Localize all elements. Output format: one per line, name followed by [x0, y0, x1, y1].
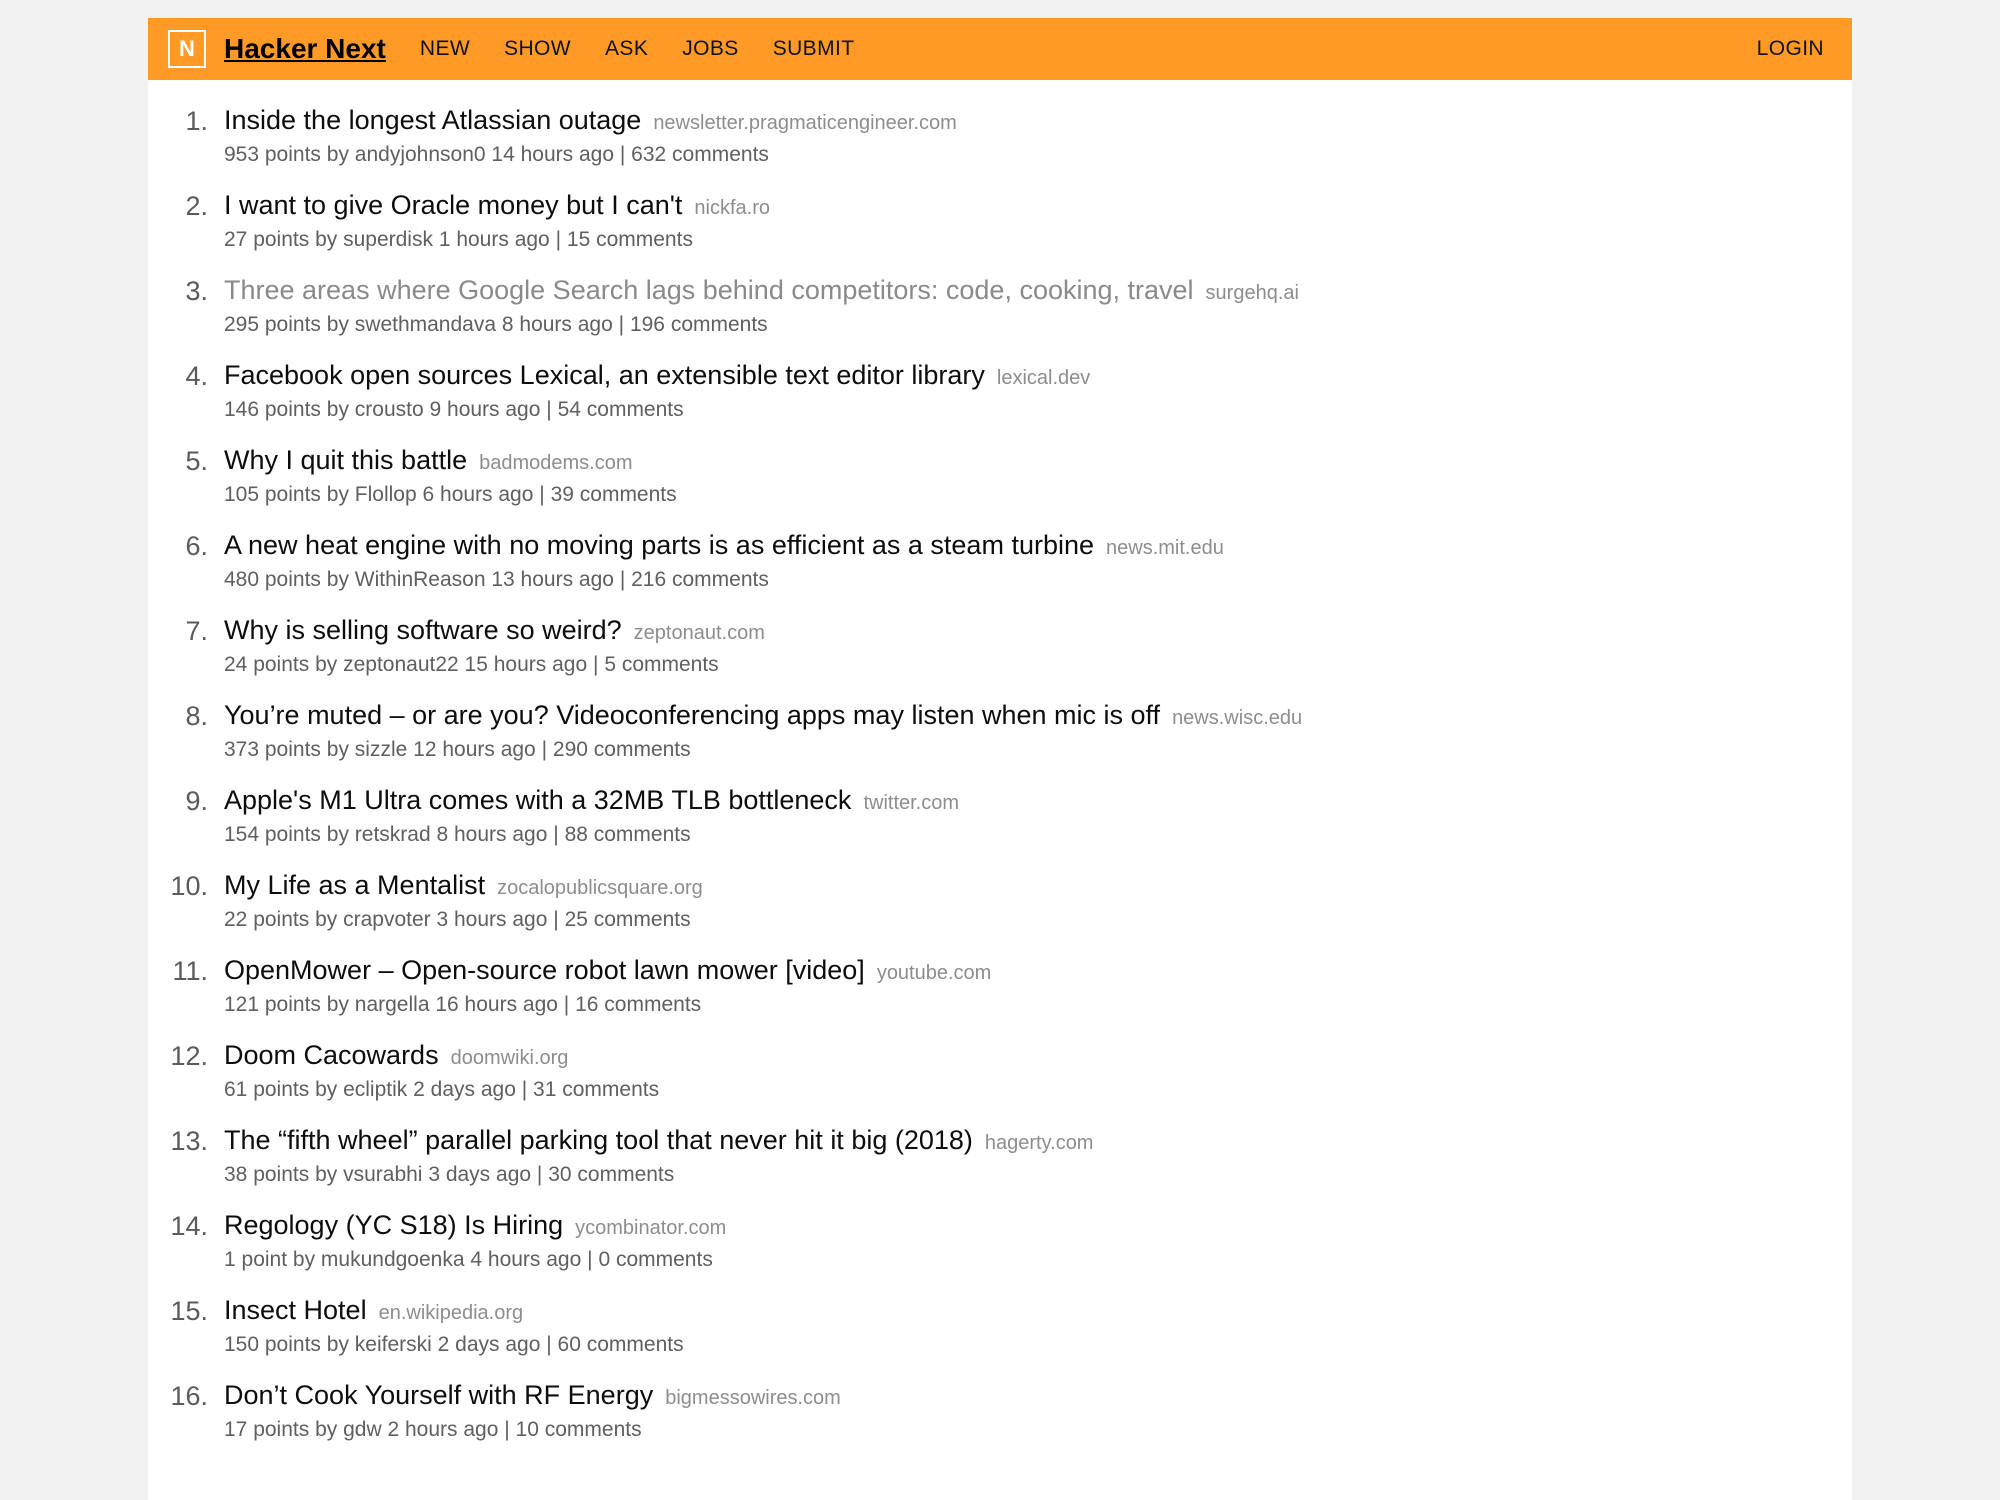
story-domain-link[interactable]: doomwiki.org [450, 1047, 569, 1069]
story-title-link[interactable]: Facebook open sources Lexical, an extensible text editor library [224, 360, 985, 390]
story-points: 105 points [224, 483, 321, 506]
story-title-link[interactable]: Inside the longest Atlassian outage [224, 105, 642, 135]
story-rank: 7. [185, 616, 208, 646]
story-author-link[interactable]: by vsurabhi [315, 1163, 423, 1186]
story-body [208, 952, 991, 1020]
story-points: 373 points [224, 738, 321, 761]
story-rank: 3. [185, 276, 208, 306]
story-age-link[interactable]: 9 hours ago [429, 398, 541, 421]
story-item [148, 187, 1852, 272]
story-domain-link[interactable]: twitter.com [863, 792, 960, 814]
story-author-link[interactable]: by keiferski [326, 1333, 432, 1356]
story-body [208, 272, 1299, 340]
story-item [148, 442, 1852, 527]
story-separator: | [587, 1248, 593, 1271]
story-rank: 4. [185, 361, 208, 391]
story-title-link[interactable]: I want to give Oracle money but I can't [224, 190, 683, 220]
story-points: 24 points [224, 653, 310, 676]
story-title-link[interactable]: OpenMower – Open-source robot lawn mower [video] [224, 955, 865, 985]
story-title-line [224, 697, 1302, 733]
story-domain-link[interactable]: hagerty.com [984, 1132, 1094, 1154]
story-subtext [224, 735, 1302, 765]
story-rank: 2. [185, 191, 208, 221]
story-item [148, 102, 1852, 187]
story-title-line [224, 612, 765, 648]
story-domain-link[interactable]: lexical.dev [996, 367, 1091, 389]
story-body [208, 357, 1090, 425]
story-rank: 10. [170, 871, 208, 901]
login-link[interactable]: LOGIN [1756, 37, 1824, 60]
story-subtext [224, 225, 770, 255]
story-author-link[interactable]: by superdisk [315, 228, 433, 251]
story-author-link[interactable]: by andyjohnson0 [326, 143, 486, 166]
story-points: 38 points [224, 1163, 310, 1186]
story-title-line [224, 1377, 841, 1413]
story-age-link[interactable]: 12 hours ago [413, 738, 536, 761]
story-separator: | [546, 398, 552, 421]
story-points: 1 point [224, 1248, 288, 1271]
story-title-line [224, 1207, 726, 1243]
story-domain-link[interactable]: ycombinator.com [575, 1217, 727, 1239]
story-age-link[interactable]: 13 hours ago [491, 568, 614, 591]
story-title-link[interactable]: Why I quit this battle [224, 445, 468, 475]
story-subtext [224, 1330, 684, 1360]
story-title-link[interactable]: The “fifth wheel” parallel parking tool that never hit it big (2018) [224, 1125, 973, 1155]
nav-item-jobs[interactable]: JOBS [682, 37, 739, 60]
story-author-link[interactable]: by crousto [326, 398, 424, 421]
story-author-link[interactable]: by swethmandava [326, 313, 497, 336]
story-title-line [224, 1122, 1093, 1158]
story-rank: 8. [185, 701, 208, 731]
story-age-link[interactable]: 16 hours ago [435, 993, 558, 1016]
story-item [148, 272, 1852, 357]
nav-item-submit[interactable]: SUBMIT [772, 37, 855, 60]
story-subtext [224, 1160, 1093, 1190]
story-title-link[interactable]: Don’t Cook Yourself with RF Energy [224, 1380, 654, 1410]
story-body [208, 782, 959, 850]
story-title-line [224, 187, 770, 223]
story-subtext [224, 905, 703, 935]
story-separator: | [521, 1078, 528, 1101]
story-separator: | [536, 1163, 543, 1186]
story-comments-link[interactable]: 88 comments [564, 823, 691, 846]
story-age-link[interactable]: 2 days ago [437, 1333, 541, 1356]
story-title-link[interactable]: Regology (YC S18) Is Hiring [224, 1210, 564, 1240]
story-title-link[interactable]: A new heat engine with no moving parts is as efficient as a steam turbine [224, 530, 1094, 560]
story-subtext [224, 820, 959, 850]
story-author-link[interactable]: by mukundgoenka [292, 1248, 465, 1271]
story-item [148, 612, 1852, 697]
logo-letter: N [179, 36, 195, 61]
site-header [148, 18, 1852, 80]
story-title-link[interactable]: Why is selling software so weird? [224, 615, 622, 645]
story-rank: 9. [185, 786, 208, 816]
story-item [148, 782, 1852, 867]
story-comments-link[interactable]: 16 comments [575, 993, 702, 1016]
story-body [208, 697, 1302, 765]
story-comments-link[interactable]: 632 comments [631, 143, 769, 166]
story-age-link[interactable]: 2 days ago [413, 1078, 516, 1101]
story-rank: 12. [170, 1041, 208, 1071]
story-body [208, 1122, 1093, 1190]
story-list [148, 80, 1852, 1462]
story-item [148, 697, 1852, 782]
story-separator: | [555, 228, 562, 251]
story-points: 295 points [224, 313, 321, 336]
story-age-link[interactable]: 4 hours ago [470, 1248, 582, 1271]
story-domain-link[interactable]: badmodems.com [479, 452, 633, 474]
story-title-line [224, 1037, 659, 1073]
story-title-link[interactable]: Doom Cacowards [224, 1040, 439, 1070]
story-domain-link[interactable]: nickfa.ro [694, 197, 770, 219]
story-domain-link[interactable]: bigmessowires.com [665, 1387, 841, 1409]
story-author-link[interactable]: by ecliptik [315, 1078, 408, 1101]
story-body [208, 1037, 659, 1105]
story-body [208, 867, 703, 935]
story-title-link[interactable]: My Life as a Mentalist [224, 870, 486, 900]
story-item [148, 1292, 1852, 1377]
story-comments-link[interactable]: 54 comments [557, 398, 684, 421]
story-domain-link[interactable]: zeptonaut.com [633, 622, 765, 644]
story-rank: 13. [170, 1126, 208, 1156]
story-comments-link[interactable]: 15 comments [566, 228, 693, 251]
story-separator: | [618, 313, 625, 336]
story-rank: 15. [170, 1296, 208, 1326]
story-domain-link[interactable]: surgehq.ai [1205, 282, 1299, 304]
story-item [148, 1207, 1852, 1292]
story-body [208, 102, 957, 170]
story-title-link[interactable]: You’re muted – or are you? Videoconferencing apps may listen when mic is off [224, 700, 1161, 730]
story-points: 953 points [224, 143, 321, 166]
story-subtext [224, 1075, 659, 1105]
main-nav [420, 37, 855, 61]
story-title-link[interactable]: Insect Hotel [224, 1295, 367, 1325]
story-author-link[interactable]: by WithinReason [326, 568, 486, 591]
story-points: 146 points [224, 398, 321, 421]
story-age-link[interactable]: 14 hours ago [491, 143, 615, 166]
story-title-line [224, 952, 991, 988]
story-item [148, 357, 1852, 442]
story-title-line [224, 102, 957, 138]
nav-item-ask[interactable]: ASK [605, 37, 649, 60]
story-rank: 16. [170, 1381, 208, 1411]
story-author-link[interactable]: by retskrad [326, 823, 431, 846]
story-points: 150 points [224, 1333, 321, 1356]
story-subtext [224, 395, 1090, 425]
story-rank: 11. [172, 956, 208, 986]
story-body [208, 527, 1224, 595]
story-age-link[interactable]: 8 hours ago [436, 823, 548, 846]
story-age-link[interactable]: 8 hours ago [501, 313, 613, 336]
story-comments-link[interactable]: 30 comments [548, 1163, 675, 1186]
story-author-link[interactable]: by gdw [315, 1418, 382, 1441]
story-domain-link[interactable]: news.mit.edu [1106, 537, 1224, 559]
story-separator: | [546, 1333, 552, 1356]
story-points: 61 points [224, 1078, 310, 1101]
story-age-link[interactable]: 15 hours ago [464, 653, 588, 676]
story-points: 154 points [224, 823, 321, 846]
story-title-line [224, 442, 677, 478]
story-age-link[interactable]: 3 hours ago [436, 908, 548, 931]
story-item [148, 867, 1852, 952]
story-body [208, 442, 677, 510]
story-title-line [224, 357, 1090, 393]
story-title-line [224, 1292, 684, 1328]
story-item [148, 1037, 1852, 1122]
story-title-line [224, 782, 959, 818]
story-points: 17 points [224, 1418, 310, 1441]
story-author-link[interactable]: by sizzle [326, 738, 408, 761]
story-separator: | [619, 143, 626, 166]
story-comments-link[interactable]: 25 comments [564, 908, 691, 931]
story-rank: 5. [185, 446, 208, 476]
story-points: 121 points [224, 993, 321, 1016]
story-domain-link[interactable]: en.wikipedia.org [378, 1302, 524, 1324]
nav-item-new[interactable]: NEW [419, 37, 471, 60]
story-domain-link[interactable]: youtube.com [876, 962, 992, 984]
story-separator: | [539, 483, 545, 506]
story-domain-link[interactable]: newsletter.pragmaticengineer.com [653, 112, 957, 134]
story-author-link[interactable]: by Flollop [326, 483, 417, 506]
story-subtext [224, 140, 957, 170]
story-points: 22 points [224, 908, 310, 931]
story-separator: | [563, 993, 570, 1016]
story-age-link[interactable]: 2 hours ago [387, 1418, 499, 1441]
story-body [208, 1207, 726, 1275]
story-separator: | [593, 653, 599, 676]
story-body [208, 612, 765, 680]
story-comments-link[interactable]: 196 comments [629, 313, 768, 336]
story-domain-link[interactable]: zocalopublicsquare.org [497, 877, 703, 899]
story-age-link[interactable]: 6 hours ago [422, 483, 534, 506]
story-domain-link[interactable]: news.wisc.edu [1172, 707, 1303, 729]
story-comments-link[interactable]: 0 comments [598, 1248, 713, 1271]
story-comments-link[interactable]: 5 comments [604, 653, 719, 676]
story-author-link[interactable]: by nargella [326, 993, 430, 1016]
story-points: 480 points [224, 568, 321, 591]
story-subtext [224, 990, 991, 1020]
story-comments-link[interactable]: 290 comments [552, 738, 691, 761]
story-body [208, 1292, 684, 1360]
story-item [148, 952, 1852, 1037]
story-subtext [224, 310, 1299, 340]
story-item [148, 1377, 1852, 1462]
story-rank: 14. [170, 1211, 208, 1241]
story-item [148, 527, 1852, 612]
site-title[interactable]: Hacker Next [224, 33, 386, 64]
story-title-link[interactable]: Apple's M1 Ultra comes with a 32MB TLB bottleneck [224, 785, 852, 815]
logo-icon[interactable] [168, 30, 206, 68]
story-comments-link[interactable]: 60 comments [557, 1333, 684, 1356]
story-author-link[interactable]: by zeptonaut22 [315, 653, 459, 676]
nav-item-show[interactable]: SHOW [504, 37, 572, 60]
story-separator: | [504, 1418, 510, 1441]
story-comments-link[interactable]: 39 comments [550, 483, 677, 506]
story-body [208, 1377, 841, 1445]
story-subtext [224, 1245, 726, 1275]
story-author-link[interactable]: by crapvoter [315, 908, 431, 931]
story-subtext [224, 480, 677, 510]
story-title-line [224, 272, 1299, 308]
story-rank: 1. [185, 106, 208, 136]
story-separator: | [553, 908, 559, 931]
story-title-link[interactable]: Three areas where Google Search lags behind competitors: code, cooking, travel [224, 275, 1194, 305]
story-rank: 6. [185, 531, 208, 561]
story-separator: | [553, 823, 559, 846]
story-subtext [224, 650, 765, 680]
story-title-line [224, 527, 1224, 563]
story-item [148, 1122, 1852, 1207]
story-comments-link[interactable]: 10 comments [515, 1418, 642, 1441]
story-title-line [224, 867, 703, 903]
story-separator: | [619, 568, 626, 591]
story-comments-link[interactable]: 216 comments [631, 568, 769, 591]
hacker-next-app [148, 18, 1852, 1500]
story-age-link[interactable]: 3 days ago [428, 1163, 532, 1186]
story-comments-link[interactable]: 31 comments [533, 1078, 660, 1101]
story-subtext [224, 1415, 841, 1445]
story-separator: | [541, 738, 548, 761]
story-body [208, 187, 770, 255]
story-subtext [224, 565, 1224, 595]
story-points: 27 points [224, 228, 310, 251]
story-age-link[interactable]: 1 hours ago [438, 228, 550, 251]
